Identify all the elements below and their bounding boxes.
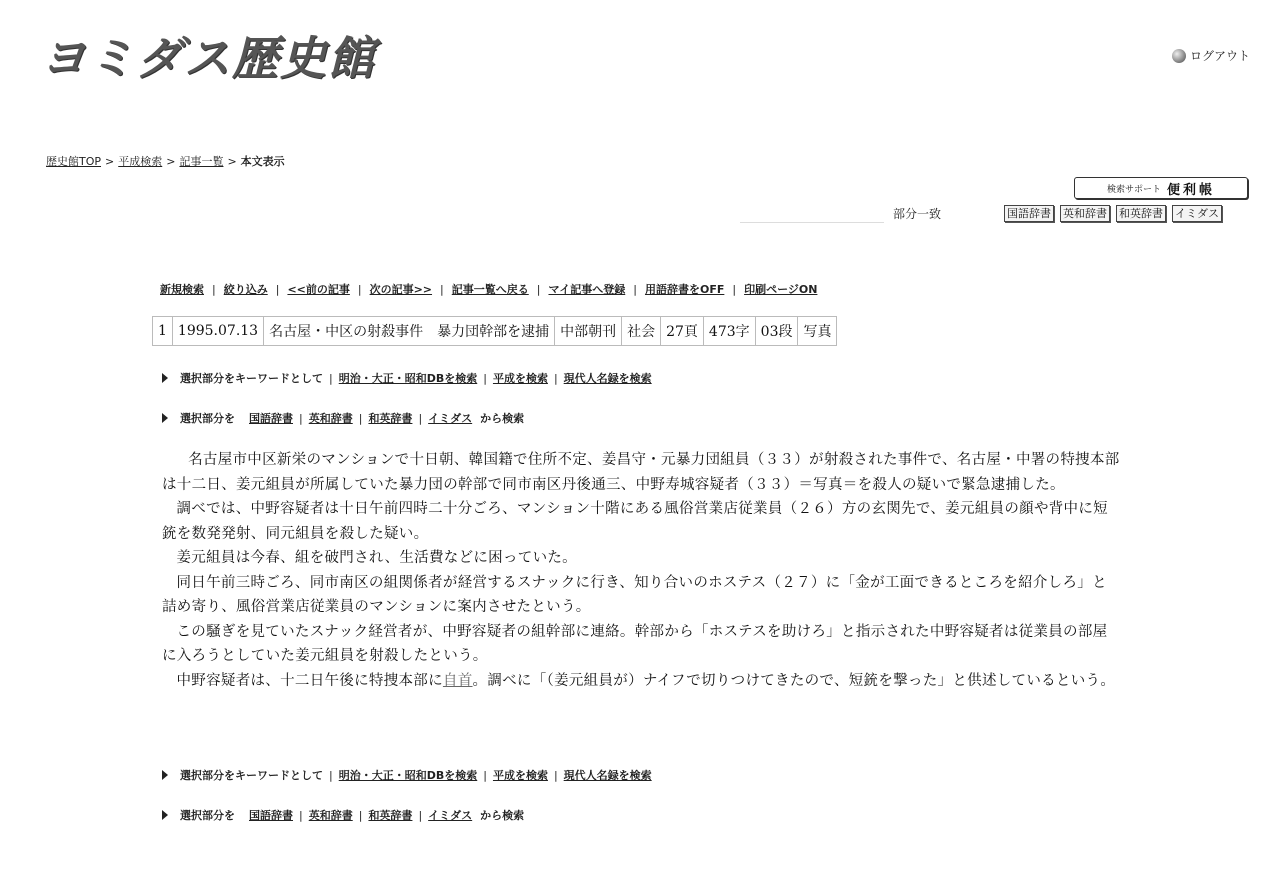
toolbar-separator: | <box>212 283 216 296</box>
article-paragraph: 姜元組員は今春、組を破門され、生活費などに困っていた。 <box>176 550 577 566</box>
dictionary-search-row <box>162 410 524 426</box>
back-to-list-link[interactable]: 記事一覧へ戻る <box>451 283 529 296</box>
kokugo-dict-button[interactable]: 国語辞書 <box>1004 205 1054 222</box>
print-page-link[interactable]: 印刷ページON <box>744 283 818 296</box>
keyword-search-row <box>162 370 652 386</box>
eiwa-dict-link[interactable]: 英和辞書 <box>308 809 353 822</box>
eiwa-dict-link[interactable]: 英和辞書 <box>308 412 353 425</box>
paragraph-text: 中野容疑者は、十二日午後に特捜本部に <box>176 672 443 689</box>
article-body <box>162 448 1120 693</box>
triangle-right-icon <box>162 810 168 820</box>
breadcrumb-item-heisei-search[interactable]: 平成検索 <box>118 155 163 168</box>
meta-chars: 473字 <box>703 317 755 346</box>
meiji-taisho-showa-db-link[interactable]: 明治・大正・昭和DBを検索 <box>338 372 478 385</box>
paragraph-text: 。調べに「（姜元組員が）ナイフで切りつけてきたので、短銃を撃った」と供述しているという。 <box>472 672 1116 689</box>
row-separator: | <box>553 768 558 782</box>
triangle-right-icon <box>162 770 168 780</box>
glossary-off-link[interactable]: 用語辞書をOFF <box>644 283 725 296</box>
triangle-right-icon <box>162 413 168 423</box>
row-separator: | <box>418 808 423 822</box>
search-support-small-label: 検索サポート <box>1106 184 1161 195</box>
meta-section: 社会 <box>622 317 661 346</box>
article-paragraph: 同日午前三時ごろ、同市南区の組関係者が経営するスナックに行き、知り合いのホステス（２７）に「金が工面できるところを紹介しろ」と詰め寄り、風俗営業店従業員のマンションに案内させたという。 <box>162 574 1107 615</box>
toolbar-separator: | <box>440 283 444 296</box>
dictionary-search-label: 選択部分を <box>180 809 235 822</box>
meta-photo: 写真 <box>798 317 837 346</box>
new-search-link[interactable]: 新規検索 <box>160 283 204 296</box>
waei-dict-link[interactable]: 和英辞書 <box>368 412 413 425</box>
meta-edition: 中部朝刊 <box>555 317 622 346</box>
kokugo-dict-link[interactable]: 国語辞書 <box>249 809 293 822</box>
dictionary-search-row-bottom <box>162 807 524 823</box>
row-separator: | <box>553 371 558 385</box>
toolbar-separator: | <box>357 283 362 296</box>
row-separator: | <box>329 371 333 385</box>
glossary-keyword-link[interactable]: 自首 <box>442 672 473 689</box>
imidas-link[interactable]: イミダス <box>428 809 473 822</box>
search-support-button[interactable] <box>1074 177 1248 199</box>
logout-label: ログアウト <box>1190 49 1251 63</box>
article-paragraph: 調べでは、中野容疑者は十日午前四時二十分ごろ、マンション十階にある風俗営業店従業員（２６）方の玄関先で、姜元組員の顔や背中に短銃を数発発射、同元組員を殺した疑い。 <box>162 501 1108 542</box>
toolbar-separator: | <box>275 283 280 296</box>
breadcrumb-separator: > <box>105 155 115 168</box>
breadcrumb <box>46 153 285 169</box>
imidas-button[interactable]: イミダス <box>1172 205 1222 222</box>
keyword-search-row-bottom <box>162 767 652 783</box>
meta-date: 1995.07.13 <box>172 317 263 346</box>
toolbar-separator: | <box>536 283 541 296</box>
breadcrumb-separator: > <box>227 155 237 168</box>
row-separator: | <box>358 808 363 822</box>
modern-people-directory-link[interactable]: 現代人名録を検索 <box>563 769 652 782</box>
meta-page: 27頁 <box>661 317 704 346</box>
prev-article-link[interactable]: <<前の記事 <box>287 283 350 296</box>
article-meta-table <box>152 316 837 346</box>
site-logo: ヨミダス歴史館 <box>40 31 376 85</box>
dictionary-search-tail: から検索 <box>480 809 525 822</box>
article-paragraph: この騒ぎを見ていたスナック経営者が、中野容疑者の組幹部に連絡。幹部から「ホステスを助けろ」と指示された中野容疑者は従業員の部屋に入ろうとしていた姜元組員を射殺したという。 <box>162 623 1108 664</box>
breadcrumb-item-article-list[interactable]: 記事一覧 <box>179 155 224 168</box>
imidas-link[interactable]: イミダス <box>428 412 473 425</box>
table-row <box>153 317 837 346</box>
logout-button[interactable] <box>1172 47 1250 64</box>
article-paragraph <box>162 669 1120 694</box>
selection-search-input[interactable] <box>740 202 884 223</box>
waei-dict-link[interactable]: 和英辞書 <box>368 809 413 822</box>
article-paragraph: 名古屋市中区新栄のマンションで十日朝、韓国籍で住所不定、姜昌守・元暴力団組員（３３）が射殺された事件で、名古屋・中署の特捜本部は十二日、姜元組員が所属していた暴力団の幹部で同市南区丹後通三、中野寿城容疑者（３３）＝写真＝を殺人の疑いで緊急逮捕した。 <box>162 452 1120 493</box>
save-to-my-articles-link[interactable]: マイ記事へ登録 <box>548 283 626 296</box>
toolbar-separator: | <box>732 283 737 296</box>
waei-dict-button[interactable]: 和英辞書 <box>1116 205 1166 222</box>
eiwa-dict-button[interactable]: 英和辞書 <box>1060 205 1110 222</box>
kokugo-dict-link[interactable]: 国語辞書 <box>249 412 293 425</box>
row-separator: | <box>358 411 363 425</box>
heisei-search-link[interactable]: 平成を検索 <box>492 769 548 782</box>
meiji-taisho-showa-db-link[interactable]: 明治・大正・昭和DBを検索 <box>338 769 478 782</box>
next-article-link[interactable]: 次の記事>> <box>369 283 433 296</box>
meta-columns: 03段 <box>755 317 798 346</box>
row-separator: | <box>329 768 333 782</box>
heisei-search-link[interactable]: 平成を検索 <box>492 372 548 385</box>
dictionary-search-label: 選択部分を <box>180 412 235 425</box>
search-support-big-label: 便利帳 <box>1167 182 1216 198</box>
row-separator: | <box>418 411 423 425</box>
row-separator: | <box>483 371 487 385</box>
breadcrumb-item-top[interactable]: 歴史館TOP <box>46 155 102 168</box>
article-toolbar <box>160 281 817 297</box>
meta-headline: 名古屋・中区の射殺事件 暴力団幹部を逮捕 <box>264 317 555 346</box>
breadcrumb-separator: > <box>166 155 176 168</box>
row-separator: | <box>299 808 303 822</box>
breadcrumb-current: 本文表示 <box>240 155 285 168</box>
dictionary-search-tail: から検索 <box>480 412 525 425</box>
triangle-right-icon <box>162 373 168 383</box>
keyword-search-label: 選択部分をキーワードとして <box>180 769 323 782</box>
dictionary-buttons <box>1004 205 1222 222</box>
row-separator: | <box>483 768 487 782</box>
match-mode-select[interactable]: 部分一致 <box>893 207 942 221</box>
meta-number: 1 <box>153 317 173 346</box>
refine-link[interactable]: 絞り込み <box>223 283 268 296</box>
logout-bullet-icon <box>1172 49 1186 63</box>
row-separator: | <box>299 411 303 425</box>
keyword-search-label: 選択部分をキーワードとして <box>180 372 323 385</box>
modern-people-directory-link[interactable]: 現代人名録を検索 <box>563 372 652 385</box>
toolbar-separator: | <box>633 283 637 296</box>
